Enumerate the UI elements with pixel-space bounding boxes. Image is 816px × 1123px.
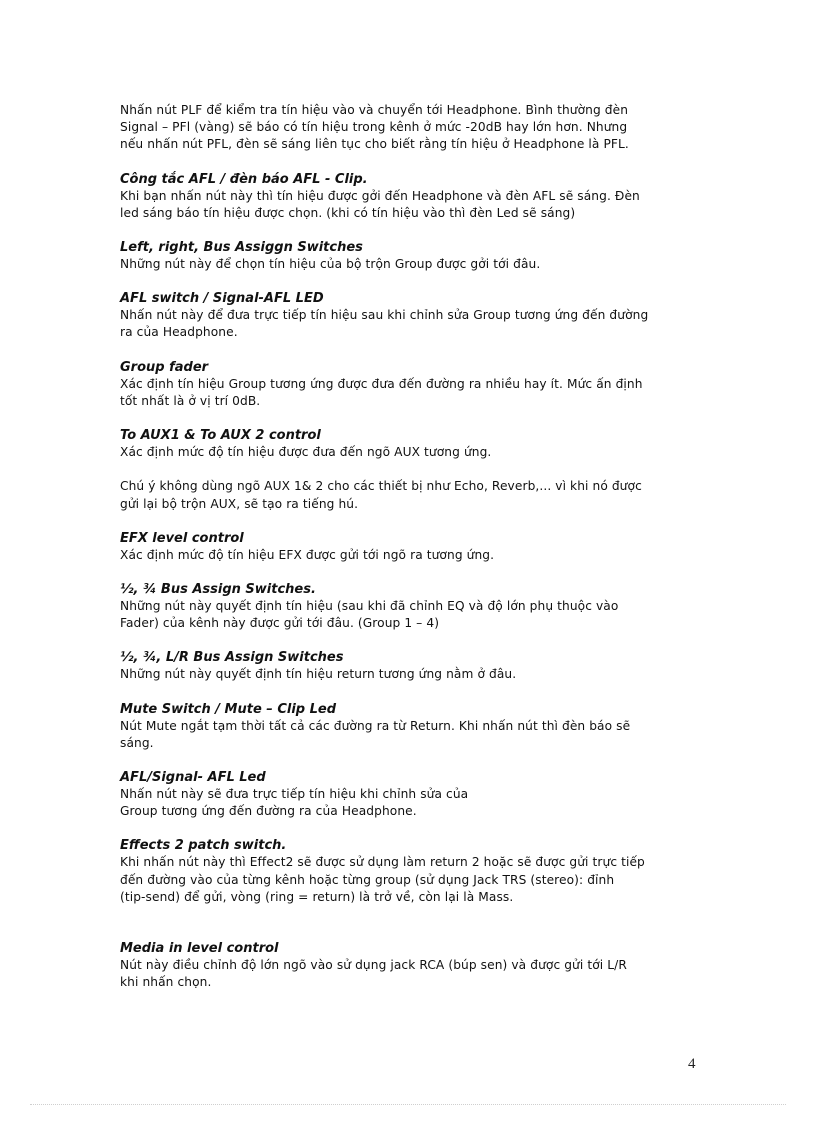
section-heading: Left, right, Bus Assiggn Switches [120,240,363,256]
section-afl-signal-led [120,769,710,820]
section-body: Khi bạn nhấn nút này thì tín hiệu được gởi đến Headphone và đèn AFL sẽ sáng. Đèn led sáng báo tín hiệu được chọn. (khi có tín hiệu vào thì đèn Led sẽ sáng) [120,188,640,220]
section-body: Xác định mức độ tín hiệu EFX được gửi tới ngõ ra tương ứng. [120,547,495,562]
section-heading: ½, ¾, L/R Bus Assign Switches [120,650,344,666]
section-afl-switch [120,290,710,341]
section-effects-patch [120,837,710,906]
section-heading: EFX level control [120,530,244,546]
section-body: Xác định tín hiệu Group tương ứng được đưa đến đường ra nhiều hay ít. Mức ấn định tốt nhất là ở vị trí 0dB. [120,376,643,408]
section-efx-level [120,530,710,564]
section-heading: Group fader [120,359,209,375]
section-body: Những nút này để chọn tín hiệu của bộ trộn Group được gởi tới đâu. [120,257,541,272]
section-body: Nhấn nút này để đưa trực tiếp tín hiệu sau khi chỉnh sửa Group tương ứng đến đường ra của Headphone. [120,308,649,340]
section-afl-clip [120,171,710,222]
document-page [120,102,710,991]
section-body: Những nút này quyết định tín hiệu return tương ứng nằm ở đâu. [120,667,517,682]
section-body: Xác định mức độ tín hiệu được đưa đến ngõ AUX tương ứng. Chú ý không dùng ngõ AUX 1& 2 cho các thiết bị như Echo, Reverb,... vì khi nó được gửi lại bộ trộn AUX, sẽ tạo ra tiếng hú. [120,445,642,511]
section-heading: AFL switch / Signal-AFL LED [120,291,324,307]
section-heading: AFL/Signal- AFL Led [120,770,266,786]
section-heading: ½, ¾ Bus Assign Switches. [120,582,316,598]
section-media-in [120,940,710,991]
page-number: 4 [688,1056,696,1072]
section-body: Nhấn nút này sẽ đưa trực tiếp tín hiệu khi chỉnh sửa của Group tương ứng đến đường ra của Headphone. [120,787,469,819]
section-body: Nút này điều chỉnh độ lớn ngõ vào sử dụng jack RCA (búp sen) và được gửi tới L/R khi nhấn chọn. [120,958,627,990]
section-lr-bus-assign [120,649,710,683]
intro-paragraph: Nhấn nút PLF để kiểm tra tín hiệu vào và chuyển tới Headphone. Bình thường đèn Signal – PFl (vàng) sẽ báo có tín hiệu trong kênh ở mức -20dB hay lớn hơn. Nhưng nếu nhấn nút PFL, đèn sẽ sáng liên tục cho biết rằng tín hiệu ở Headphone là PFL. [120,103,629,152]
section-body: Những nút này quyết định tín hiệu (sau khi đã chỉnh EQ và độ lớn phụ thuộc vào Fader) của kênh này được gửi tới đâu. (Group 1 – 4) [120,599,619,631]
section-bus-assign [120,239,710,273]
section-body: Nút Mute ngắt tạm thời tất cả các đường ra từ Return. Khi nhấn nút thì đèn báo sẽ sáng. [120,718,631,750]
section-body: Khi nhấn nút này thì Effect2 sẽ được sử dụng làm return 2 hoặc sẽ được gửi trực tiếp đến đường vào của từng kênh hoặc từng group (sử dụng Jack TRS (stereo): đỉnh (tip-send) để gửi, vòng (ring = return) là trở về, còn lại là Mass. [120,855,645,904]
section-heading: Mute Switch / Mute – Clip Led [120,701,337,717]
section-aux-control [120,427,710,513]
section-group-fader [120,359,710,410]
section-heading: Effects 2 patch switch. [120,838,287,854]
intro-section [120,102,710,154]
section-bus-assign-switches [120,581,710,632]
section-heading: Media in level control [120,941,279,957]
section-mute-switch [120,701,710,752]
footer-divider [30,1104,786,1105]
section-heading: Công tắc AFL / đèn báo AFL - Clip. [120,171,368,187]
section-heading: To AUX1 & To AUX 2 control [120,428,321,444]
